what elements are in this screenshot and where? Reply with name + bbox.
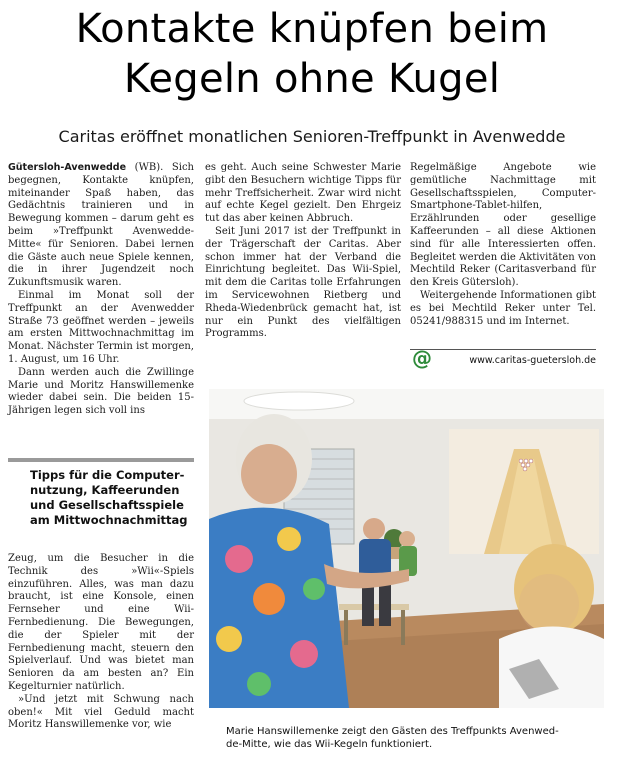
article-column-2 [205, 162, 401, 341]
dateline-agency: (WB). [126, 162, 164, 173]
caption-line-1: Marie Hanswillemenke zeigt den Gästen des Treffpunkts Avenwed- [226, 726, 559, 737]
paragraph-1: Sich begegnen, Kontakte knüpfen, miteinander Spaß haben, das Gedächtnis trainieren und in Bewegung kommen – darum geht es beim »Treffpunkt Avenwedde-Mitte« für Senioren. Dabei lernen die Gäste auch neue Spiele kennen, die in ihrer Jugendzeit noch Zukunftsmusik waren. [8, 162, 194, 289]
article-column-1 [8, 162, 194, 418]
info-box-line-3: und Gesellschaftsspiele [30, 498, 184, 512]
photo-caption [226, 725, 606, 751]
headline-line-2: Kegeln ohne Kugel [123, 56, 501, 102]
article-photo [209, 389, 604, 708]
paragraph-9: Weitergehende Informationen gibt es bei Mechtild Reker unter Tel. 05241/988315 und im Internet. [410, 289, 596, 327]
paragraph-8: Regelmäßige Angebote wie gemütliche Nachmittage mit Gesellschaftsspielen, Computer-Smartphone-Tablet-hilfen, Erzählrunden oder gesellige Kaffeerunden – all diese Aktionen sind für alle Interessierten offen. Begleitet werden die Aktivitäten von Mechtild Reker (Caritasverband für den Kreis Gütersloh). [410, 162, 597, 289]
info-box-line-4: am Mittwochnachmittag [30, 513, 188, 527]
caption-line-2: de-Mitte, wie das Wii-Kegeln funktioniert. [226, 739, 433, 750]
paragraph-6: es geht. Auch seine Schwester Marie gibt den Besuchern wichtige Tipps für mehr Treffsicherheit. Zwar wird nicht auf echte Kegel gezielt. Den Ehrgeiz tut das aber keinen Abbruch. [205, 162, 401, 225]
info-box-line-2: nutzung, Kaffeerunden [30, 483, 180, 497]
subheadline: Caritas eröffnet monatlichen Senioren-Treffpunkt in Avenwedde [58, 127, 566, 146]
paragraph-3: Dann werden auch die Zwillinge Marie und Moritz Hanswillemenke wieder dabei sein. Die beiden 15-Jährigen legen sich voll ins [8, 366, 194, 417]
headline [0, 4, 624, 104]
lead-paragraph [8, 162, 194, 290]
dateline: Gütersloh-Avenwedde [8, 162, 127, 173]
website-link[interactable]: www.caritas-guetersloh.de [469, 355, 596, 366]
article-column-1-continued [8, 553, 194, 732]
article-column-3 [410, 162, 596, 328]
paragraph-7: Seit Juni 2017 ist der Treffpunkt in der Trägerschaft der Caritas. Aber schon immer hat der Verband die Einrichtung begleitet. Das Wii-Spiel, mit dem die Caritas tolle Erfahrungen im Servicewohnen Rietberg und Rheda-Wiedenbrück gemacht hat, ist nur ein Punkt des vielfältigen Programms. [205, 225, 401, 340]
paragraph-5: »Und jetzt mit Schwung nach oben!« Mit viel Geduld macht Moritz Hanswillemenke vor, wie [8, 693, 194, 731]
at-icon: @ [412, 346, 432, 370]
headline-line-1: Kontakte knüpfen beim [75, 6, 549, 52]
info-box [8, 458, 194, 546]
info-box-line-1: Tipps für die Computer- [30, 468, 185, 482]
photo-illustration [209, 389, 604, 708]
paragraph-2: Einmal im Monat soll der Treffpunkt an der Avenwedder Straße 73 geöffnet werden – jeweils am ersten Mittwochnachmittag im Monat. Nächster Termin ist morgen, 1. August, um 16 Uhr. [8, 289, 194, 365]
web-link-box [410, 346, 596, 370]
paragraph-4: Zeug, um die Besucher in die Technik des »Wii«-Spiels einzuführen. Alles, was man dazu braucht, ist eine Konsole, einen Fernseher und eine Wii-Fernbedienung. Die Bewegungen, die der Spieler mit der Fernbedienung macht, steuern den Spielverlauf. Und was bietet man Senioren da am besten an? Ein Kegelturnier natürlich. [8, 553, 194, 692]
